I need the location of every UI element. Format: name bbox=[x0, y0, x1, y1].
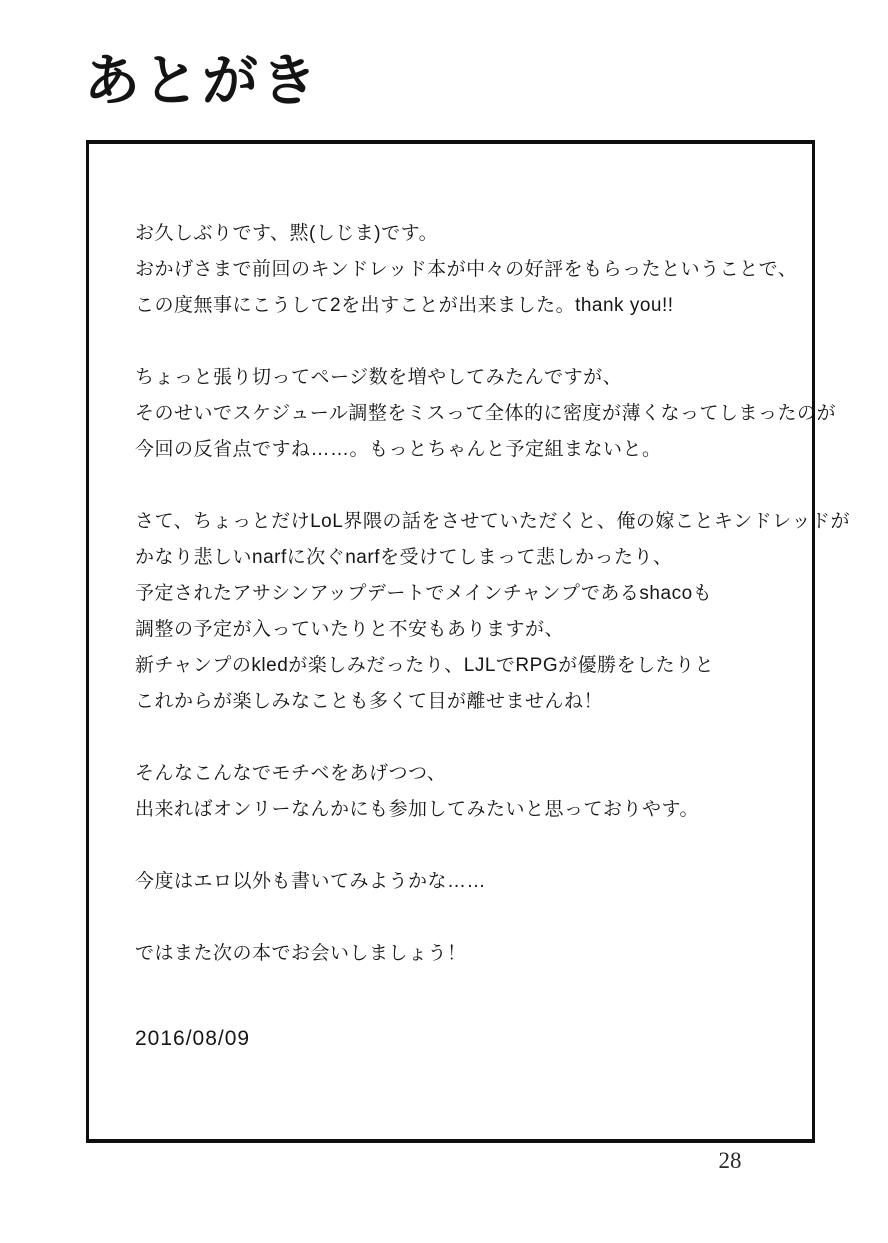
afterword-paragraph-schedule bbox=[135, 360, 837, 468]
afterword-text-content bbox=[89, 144, 850, 1054]
afterword-text-line: ちょっと張り切ってページ数を増やしてみたんですが、 bbox=[135, 367, 623, 388]
afterword-text-line: さて、ちょっとだけLoL界隈の話をさせていただくと、俺の嫁ことキンドレッドが bbox=[135, 511, 850, 532]
afterword-text-line: 新チャンプのkledが楽しみだったり、LJLでRPGが優勝をしたりと bbox=[135, 655, 715, 676]
afterword-text-line: 今度はエロ以外も書いてみようかな…… bbox=[135, 871, 487, 892]
page-number: 28 bbox=[718, 1148, 742, 1173]
afterword-text-line: おかげさまで前回のキンドレッド本が中々の好評をもらったということで、 bbox=[135, 259, 798, 280]
afterword-text-line: これからが楽しみなことも多くて目が離せませんね！ bbox=[135, 691, 604, 712]
afterword-text-line: そんなこんなでモチベをあげつつ、 bbox=[135, 763, 447, 784]
afterword-text-line: かなり悲しいnarfに次ぐnarfを受けてしまって悲しかったり、 bbox=[135, 547, 673, 568]
afterword-paragraph-farewell bbox=[135, 936, 794, 972]
afterword-text-line: ではまた次の本でお会いしましょう！ bbox=[135, 943, 467, 964]
afterword-text-line: 出来ればオンリーなんかにも参加してみたいと思っておりやす。 bbox=[135, 799, 699, 820]
afterword-paragraph-next-plan bbox=[135, 864, 794, 900]
afterword-paragraph-motivation bbox=[135, 756, 794, 828]
afterword-text-line: 予定されたアサシンアップデートでメインチャンプであるshacoも bbox=[135, 583, 713, 604]
afterword-text-box bbox=[86, 140, 850, 1143]
afterword-text-line: 調整の予定が入っていたりと不安もありますが、 bbox=[135, 619, 565, 640]
page-title: あとがき bbox=[84, 49, 320, 112]
afterword-date: 2016/08/09 bbox=[135, 1027, 251, 1050]
afterword-text-line: お久しぶりです、黙(しじま)です。 bbox=[135, 223, 439, 244]
afterword-paragraph-lol-talk bbox=[135, 504, 850, 720]
afterword-text-line: 今回の反省点ですね……。もっとちゃんと予定組まないと。 bbox=[135, 439, 662, 460]
afterword-text-line: この度無事にこうして2を出すことが出来ました。thank you!! bbox=[135, 295, 674, 316]
afterword-text-line: そのせいでスケジュール調整をミスって全体的に密度が薄くなってしまったのが bbox=[135, 403, 837, 424]
afterword-paragraph-greeting bbox=[135, 216, 798, 324]
